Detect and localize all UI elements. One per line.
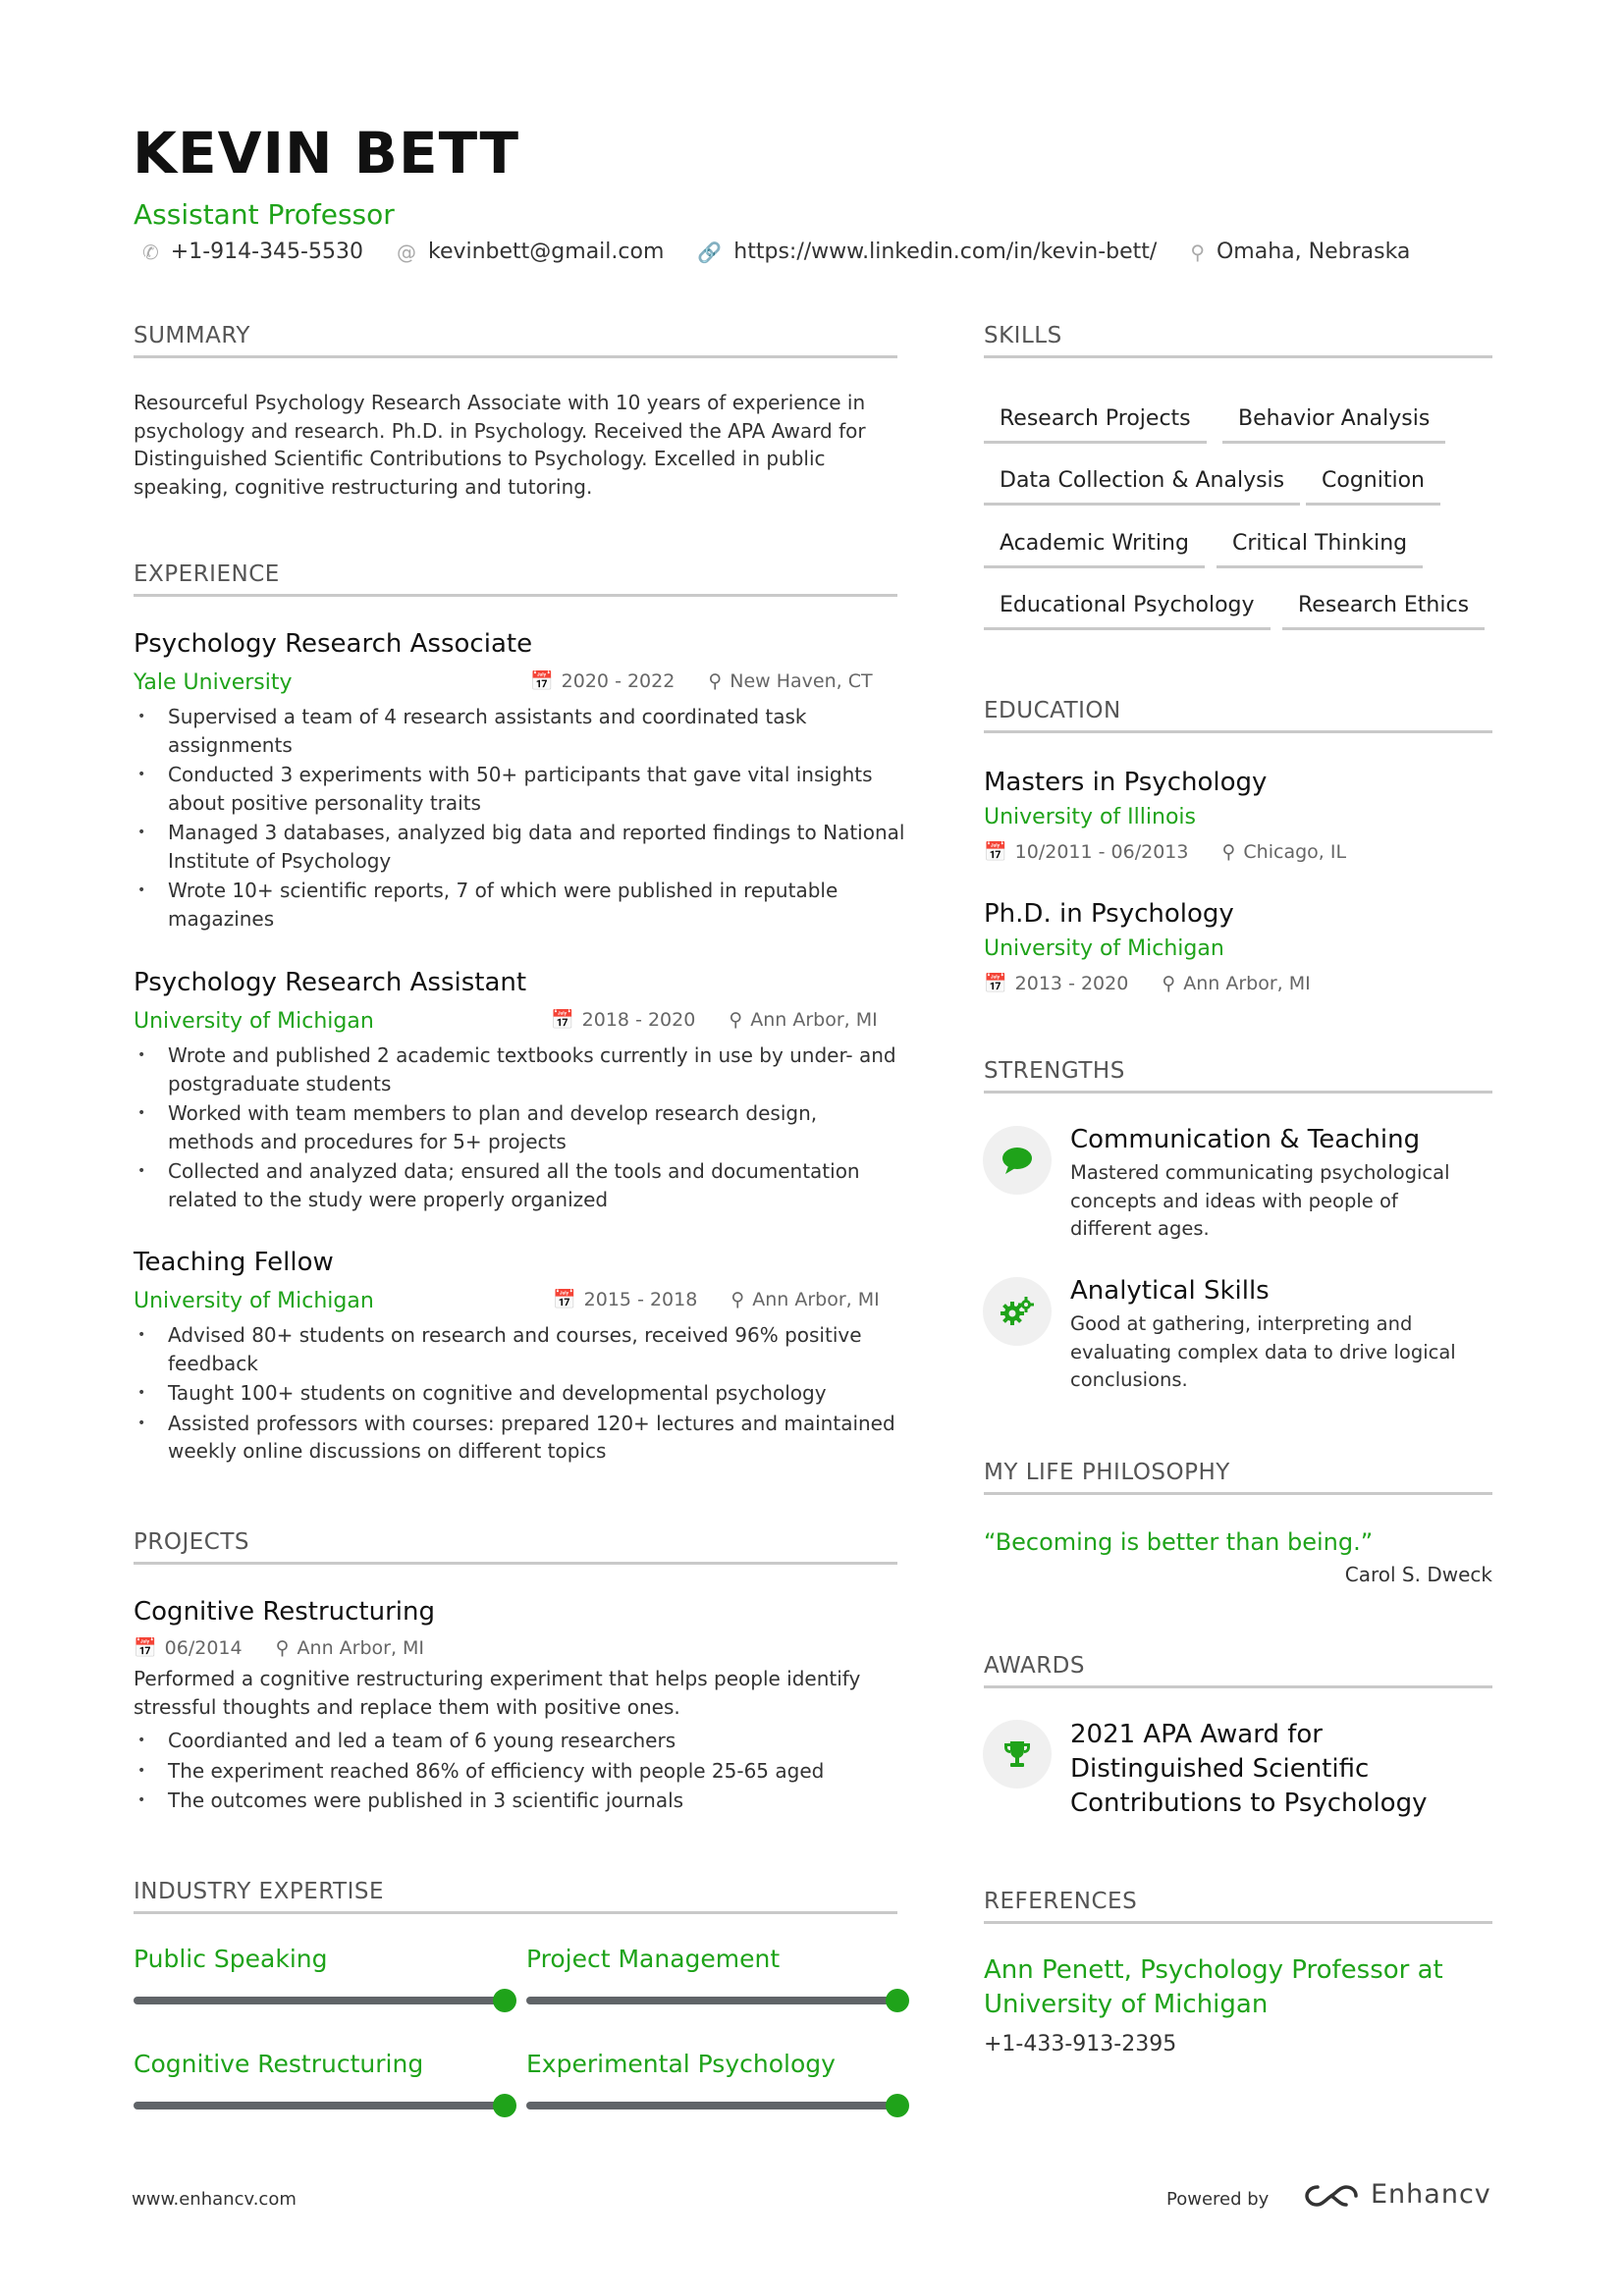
job-3-meta xyxy=(553,1288,880,1310)
skill-tag: Data Collection & Analysis xyxy=(984,468,1300,506)
project-meta xyxy=(134,1636,424,1659)
expertise-level-knob xyxy=(886,2094,909,2117)
expertise-level-knob xyxy=(886,1989,909,2012)
expertise-level-knob xyxy=(493,1989,516,2012)
experience-heading: EXPERIENCE xyxy=(134,561,280,587)
email-contact[interactable] xyxy=(397,240,664,264)
list-item: • Managed 3 databases, analyzed big data and reported findings to National Institute of Psychology xyxy=(134,819,909,875)
location-pin-icon: ⚲ xyxy=(1162,972,1176,994)
linkedin-text: https://www.linkedin.com/in/kevin-bett/ xyxy=(733,240,1158,264)
expertise-divider xyxy=(134,1911,897,1914)
location-contact xyxy=(1190,240,1410,264)
skill-tag: Cognition xyxy=(1306,468,1440,506)
linkedin-contact[interactable] xyxy=(697,240,1157,264)
skill-tag: Research Ethics xyxy=(1282,593,1485,630)
contact-row xyxy=(142,240,1410,264)
philosophy-divider xyxy=(984,1492,1492,1495)
list-item: • Conducted 3 experiments with 50+ participants that gave vital insights about positive personality traits xyxy=(134,761,909,817)
job-1-location: New Haven, CT xyxy=(730,669,873,692)
list-item: • Supervised a team of 4 research assistants and coordinated task assignments xyxy=(134,703,909,759)
project-bullets xyxy=(134,1727,909,1817)
education-2-location: Ann Arbor, MI xyxy=(1183,972,1311,994)
summary-text: Resourceful Psychology Research Associate with 10 years of experience in psychology and research. Ph.D. in Psychology. Received the APA Award for Distinguished Scientific Contributions to Psychology. Excelled in public speaking, cognitive restructuring and tutoring. xyxy=(134,391,866,499)
candidate-name: KEVIN BETT xyxy=(133,120,520,187)
job-2-dates: 2018 - 2020 xyxy=(581,1008,696,1031)
expertise-label: Project Management xyxy=(526,1945,781,1973)
job-2-meta xyxy=(551,1008,878,1031)
awards-divider xyxy=(984,1685,1492,1688)
expertise-heading: INDUSTRY EXPERTISE xyxy=(134,1879,385,1904)
strength-1-text: Mastered communicating psychological concepts and ideas with people of different ages. xyxy=(1070,1161,1450,1240)
skill-tag: Academic Writing xyxy=(984,531,1205,568)
location-pin-icon: ⚲ xyxy=(1221,840,1236,863)
strengths-heading: STRENGTHS xyxy=(984,1058,1125,1084)
list-item: • The experiment reached 86% of efficiency with people 25-65 aged xyxy=(134,1757,909,1786)
education-1-dates: 10/2011 - 06/2013 xyxy=(1014,840,1189,863)
email-text: kevinbett@gmail.com xyxy=(427,240,665,264)
phone-text: +1-914-345-5530 xyxy=(170,240,363,264)
location-pin-icon: ⚲ xyxy=(730,1288,745,1310)
projects-heading: PROJECTS xyxy=(134,1529,249,1555)
list-item: • Wrote and published 2 academic textbooks currently in use by under- and postgraduate students xyxy=(134,1041,909,1097)
education-1-meta xyxy=(984,840,1346,863)
footer-brand: Enhancv xyxy=(1371,2179,1491,2210)
school-2: University of Michigan xyxy=(984,936,1224,961)
job-3-company: University of Michigan xyxy=(134,1289,374,1313)
strength-1-title: Communication & Teaching xyxy=(1070,1125,1421,1154)
expertise-bar-track xyxy=(134,1997,507,2004)
expertise-bar-track xyxy=(134,2102,507,2109)
project-description: Performed a cognitive restructuring experiment that helps people identify stressful thoughts and replace them with positive ones. xyxy=(134,1667,861,1719)
expertise-bar-track xyxy=(526,2102,899,2109)
expertise-label: Public Speaking xyxy=(134,1945,328,1973)
skill-tag: Educational Psychology xyxy=(984,593,1271,630)
speech-bubble-icon xyxy=(983,1126,1052,1195)
job-title: Assistant Professor xyxy=(134,198,395,231)
list-item: • Collected and analyzed data; ensured all the tools and documentation related to the study were properly organized xyxy=(134,1157,909,1213)
location-pin-icon: ⚲ xyxy=(729,1008,743,1031)
job-2-location: Ann Arbor, MI xyxy=(750,1008,878,1031)
job-1-title: Psychology Research Associate xyxy=(134,629,533,659)
phone-contact[interactable] xyxy=(142,240,363,264)
job-2-bullets xyxy=(134,1041,909,1215)
job-1-dates: 2020 - 2022 xyxy=(561,669,676,692)
references-heading: REFERENCES xyxy=(984,1889,1138,1914)
degree-1: Masters in Psychology xyxy=(984,768,1268,797)
location-pin-icon: ⚲ xyxy=(1190,240,1205,264)
philosophy-author: Carol S. Dweck xyxy=(1344,1563,1492,1586)
job-1-company: Yale University xyxy=(134,670,293,695)
job-3-bullets xyxy=(134,1321,909,1468)
at-icon: @ xyxy=(396,240,416,264)
school-1: University of Illinois xyxy=(984,805,1196,829)
expertise-level-knob xyxy=(493,2094,516,2117)
education-2-dates: 2013 - 2020 xyxy=(1014,972,1129,994)
strength-2-title: Analytical Skills xyxy=(1070,1276,1270,1306)
award-title: 2021 APA Award for Distinguished Scientific Contributions to Psychology xyxy=(1070,1720,1428,1818)
calendar-icon: 📅 xyxy=(530,670,554,692)
footer-powered-by: Powered by xyxy=(1166,2189,1270,2210)
list-item: • Advised 80+ students on research and courses, received 96% positive feedback xyxy=(134,1321,909,1377)
project-title: Cognitive Restructuring xyxy=(134,1597,435,1627)
expertise-label: Experimental Psychology xyxy=(526,2050,836,2078)
list-item: • Taught 100+ students on cognitive and developmental psychology xyxy=(134,1379,909,1408)
calendar-icon: 📅 xyxy=(134,1637,157,1659)
list-item: • The outcomes were published in 3 scientific journals xyxy=(134,1787,909,1815)
skill-tag: Critical Thinking xyxy=(1217,531,1423,568)
job-2-title: Psychology Research Assistant xyxy=(134,968,527,997)
skill-tag: Behavior Analysis xyxy=(1222,406,1445,444)
list-item: • Coordianted and led a team of 6 young researchers xyxy=(134,1727,909,1755)
education-1-location: Chicago, IL xyxy=(1243,840,1347,863)
location-pin-icon: ⚲ xyxy=(275,1636,290,1659)
list-item: • Assisted professors with courses: prepared 120+ lectures and maintained weekly online discussions on different topics xyxy=(134,1410,909,1466)
trophy-icon xyxy=(983,1720,1052,1789)
education-2-meta xyxy=(984,972,1311,994)
references-divider xyxy=(984,1921,1492,1924)
skills-divider xyxy=(984,355,1492,358)
awards-heading: AWARDS xyxy=(984,1653,1085,1679)
calendar-icon: 📅 xyxy=(553,1289,576,1310)
link-icon: 🔗 xyxy=(697,240,723,264)
reference-phone: +1-433-913-2395 xyxy=(984,2032,1177,2056)
degree-2: Ph.D. in Psychology xyxy=(984,899,1234,929)
job-3-title: Teaching Fellow xyxy=(134,1248,334,1277)
list-item: • Worked with team members to plan and develop research design, methods and procedures for 5+ projects xyxy=(134,1099,909,1155)
enhancv-logo-icon xyxy=(1304,2181,1359,2215)
job-3-dates: 2015 - 2018 xyxy=(583,1288,698,1310)
summary-heading: SUMMARY xyxy=(134,323,250,348)
location-pin-icon: ⚲ xyxy=(708,669,723,692)
experience-divider xyxy=(134,594,897,597)
location-text: Omaha, Nebraska xyxy=(1216,240,1411,264)
education-heading: EDUCATION xyxy=(984,698,1121,723)
job-3-location: Ann Arbor, MI xyxy=(752,1288,880,1310)
job-2-company: University of Michigan xyxy=(134,1009,374,1034)
project-date: 06/2014 xyxy=(164,1636,243,1659)
education-divider xyxy=(984,730,1492,733)
footer-website[interactable]: www.enhancv.com xyxy=(132,2189,297,2210)
skills-heading: SKILLS xyxy=(984,323,1062,348)
philosophy-heading: MY LIFE PHILOSOPHY xyxy=(984,1460,1230,1485)
expertise-bar-track xyxy=(526,1997,899,2004)
calendar-icon: 📅 xyxy=(984,973,1007,994)
calendar-icon: 📅 xyxy=(984,841,1007,863)
calendar-icon: 📅 xyxy=(551,1009,574,1031)
gears-icon xyxy=(983,1277,1052,1346)
project-location: Ann Arbor, MI xyxy=(297,1636,425,1659)
job-1-meta xyxy=(530,669,873,692)
list-item: • Wrote 10+ scientific reports, 7 of which were published in reputable magazines xyxy=(134,877,909,933)
strength-2-text: Good at gathering, interpreting and evaluating complex data to drive logical conclusions. xyxy=(1070,1312,1456,1391)
projects-divider xyxy=(134,1562,897,1565)
skill-tag: Research Projects xyxy=(984,406,1207,444)
job-1-bullets xyxy=(134,703,909,934)
strengths-divider xyxy=(984,1091,1492,1094)
philosophy-quote: “Becoming is better than being.” xyxy=(984,1528,1374,1556)
reference-name: Ann Penett, Psychology Professor at University of Michigan xyxy=(984,1955,1443,2019)
expertise-label: Cognitive Restructuring xyxy=(134,2050,424,2078)
summary-divider xyxy=(134,355,897,358)
phone-icon: ✆ xyxy=(142,240,159,264)
